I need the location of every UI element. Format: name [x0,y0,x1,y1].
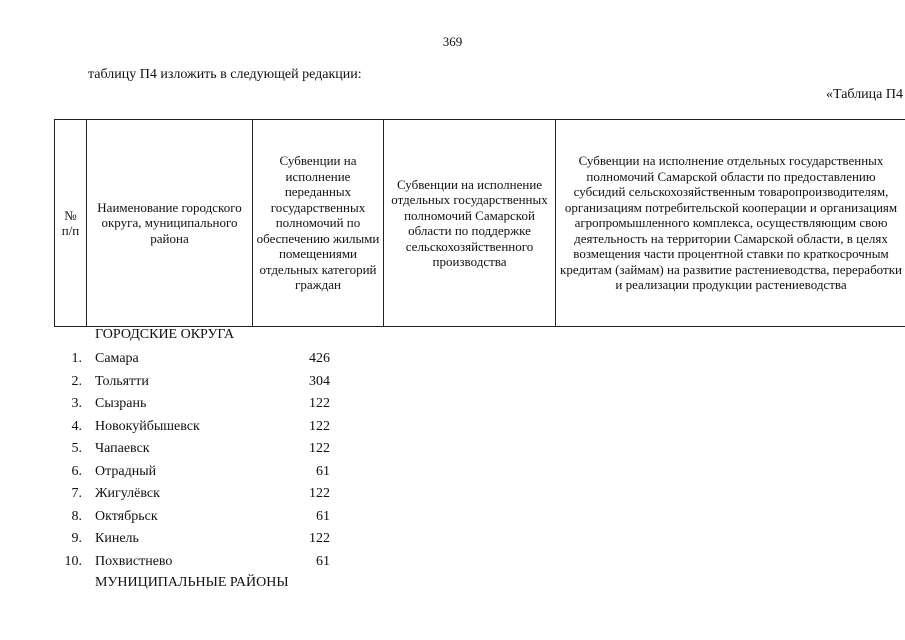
row-name: Отрадный [95,463,157,479]
table-row [0,348,905,370]
table-row [0,506,905,528]
page-number: 369 [442,34,463,49]
table-label: «Таблица П4 [826,87,903,102]
header-row [55,120,905,327]
row-number: 1. [71,351,82,366]
row-number: 8. [71,508,82,524]
header-name: Наименование городского округа, муниципального района [87,120,253,327]
table-row [0,393,905,415]
table-row [0,461,905,483]
row-value: 61 [316,463,330,479]
row-value: 122 [309,396,330,411]
row-name: Сызрань [95,396,147,411]
section-urban-districts: ГОРОДСКИЕ ОКРУГА [95,327,235,342]
row-name: Новокуйбышевск [95,418,200,434]
header-housing-subvention: Субвенции на исполнение переданных государственных полномочий по обеспечению жилыми помещениями отдельных категорий граждан [253,120,384,327]
row-name: Кинель [95,531,139,546]
row-number: 10. [64,553,82,569]
row-value: 426 [309,351,330,366]
table-header [54,119,905,327]
intro-text: таблицу П4 изложить в следующей редакции: [88,67,362,82]
row-number: 2. [71,373,82,389]
row-name: Октябрьск [95,508,158,524]
row-name: Жигулёвск [95,486,160,501]
row-name: Тольятти [95,373,149,389]
row-number: 4. [71,418,82,434]
row-name: Самара [95,351,139,366]
row-number: 9. [71,531,82,546]
table-row [0,528,905,550]
table-row [0,416,905,438]
row-value: 304 [309,373,330,389]
row-name: Чапаевск [95,441,150,456]
row-value: 122 [309,486,330,501]
table-row [0,438,905,460]
row-number: 3. [71,396,82,411]
row-value: 122 [309,441,330,456]
row-value: 122 [309,531,330,546]
row-value: 61 [316,553,330,569]
header-agri-support-subvention: Субвенции на исполнение отдельных государственных полномочий Самарской области по поддержке сельскохозяйственного производства [384,120,556,327]
row-number: 6. [71,463,82,479]
table-row [0,483,905,505]
row-number: 7. [71,486,82,501]
section-municipal-districts: МУНИЦИПАЛЬНЫЕ РАЙОНЫ [95,575,289,590]
row-number: 5. [71,441,82,456]
table-row [0,371,905,393]
header-interest-subsidy-subvention: Субвенции на исполнение отдельных государственных полномочий Самарской области по предоставлению субсидий сельскохозяйственным товаропроизводителям, организациям потребительской кооперации и организациям агропромышленного комплекса, осуществляющим свою деятельность на территории Самарской области, в целях возмещения части процентной ставки по краткосрочным кредитам (займам) на развитие растениеводства, переработки и реализации продукции растениеводства [556,120,905,327]
row-value: 122 [309,418,330,434]
table-row [0,551,905,573]
row-value: 61 [316,508,330,524]
row-name: Похвистнево [95,553,173,569]
header-num: № п/п [55,120,87,327]
